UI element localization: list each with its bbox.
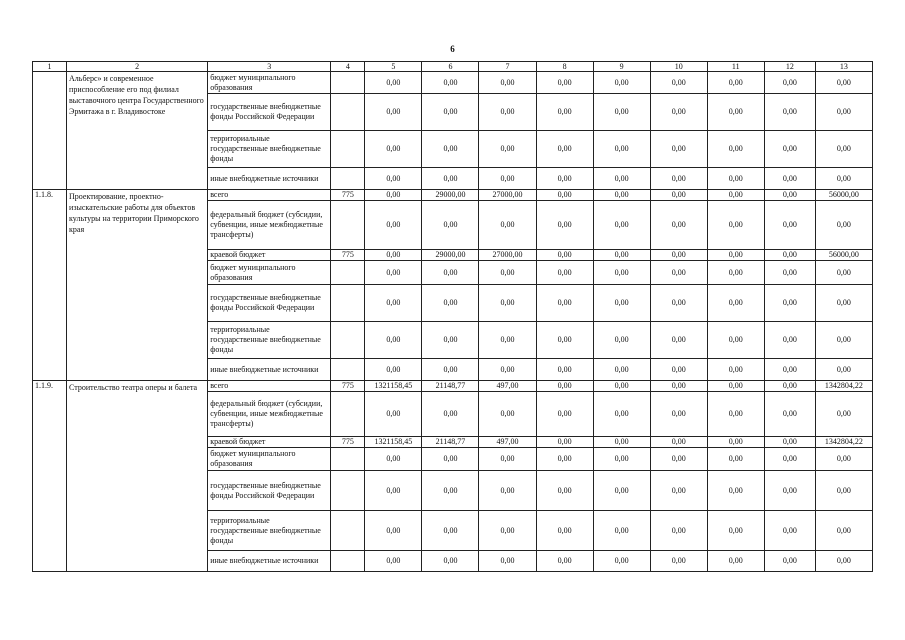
amount-cell: 0,00 xyxy=(764,285,815,322)
budget-code: 775 xyxy=(331,250,365,261)
amount-cell: 0,00 xyxy=(365,201,422,250)
amount-cell: 0,00 xyxy=(536,511,593,551)
amount-cell: 0,00 xyxy=(764,359,815,381)
amount-cell: 0,00 xyxy=(593,471,650,511)
amount-cell: 0,00 xyxy=(650,359,707,381)
amount-cell: 0,00 xyxy=(479,448,536,471)
amount-cell: 0,00 xyxy=(479,94,536,131)
amount-cell: 0,00 xyxy=(707,250,764,261)
budget-code xyxy=(331,471,365,511)
amount-cell: 0,00 xyxy=(707,359,764,381)
amount-cell: 29000,00 xyxy=(422,250,479,261)
amount-cell: 0,00 xyxy=(764,448,815,471)
amount-cell: 0,00 xyxy=(536,261,593,285)
item-index: 1.1.9. xyxy=(33,381,67,572)
amount-cell: 0,00 xyxy=(764,551,815,572)
amount-cell: 0,00 xyxy=(815,392,872,437)
amount-cell: 0,00 xyxy=(650,168,707,190)
funding-source: бюджет муниципального образования xyxy=(208,261,331,285)
amount-cell: 27000,00 xyxy=(479,190,536,201)
amount-cell: 0,00 xyxy=(764,72,815,94)
amount-cell: 0,00 xyxy=(365,190,422,201)
amount-cell: 27000,00 xyxy=(479,250,536,261)
amount-cell: 0,00 xyxy=(536,381,593,392)
funding-source: краевой бюджет xyxy=(208,437,331,448)
table-body xyxy=(33,62,873,572)
funding-source: бюджет муниципального образования xyxy=(208,72,331,94)
amount-cell: 0,00 xyxy=(479,359,536,381)
amount-cell: 0,00 xyxy=(650,72,707,94)
amount-cell: 0,00 xyxy=(593,131,650,168)
funding-source: иные внебюджетные источники xyxy=(208,551,331,572)
amount-cell: 0,00 xyxy=(536,359,593,381)
amount-cell: 0,00 xyxy=(707,190,764,201)
amount-cell: 0,00 xyxy=(764,168,815,190)
amount-cell: 0,00 xyxy=(479,261,536,285)
item-index: 1.1.8. xyxy=(33,190,67,381)
budget-table xyxy=(32,61,873,572)
amount-cell: 0,00 xyxy=(593,94,650,131)
amount-cell: 0,00 xyxy=(650,448,707,471)
funding-source: иные внебюджетные источники xyxy=(208,168,331,190)
amount-cell: 0,00 xyxy=(479,72,536,94)
amount-cell: 0,00 xyxy=(815,168,872,190)
amount-cell: 0,00 xyxy=(650,190,707,201)
amount-cell: 1321158,45 xyxy=(365,437,422,448)
amount-cell: 0,00 xyxy=(365,94,422,131)
amount-cell: 0,00 xyxy=(593,448,650,471)
funding-source: государственные внебюджетные фонды Российской Федерации xyxy=(208,471,331,511)
amount-cell: 0,00 xyxy=(536,471,593,511)
column-header: 6 xyxy=(422,62,479,72)
budget-code xyxy=(331,94,365,131)
amount-cell: 0,00 xyxy=(764,201,815,250)
amount-cell: 0,00 xyxy=(365,250,422,261)
amount-cell: 0,00 xyxy=(365,261,422,285)
amount-cell: 0,00 xyxy=(815,285,872,322)
amount-cell: 0,00 xyxy=(815,72,872,94)
amount-cell: 0,00 xyxy=(479,471,536,511)
amount-cell: 0,00 xyxy=(707,322,764,359)
amount-cell: 0,00 xyxy=(479,285,536,322)
budget-code xyxy=(331,322,365,359)
amount-cell: 0,00 xyxy=(365,471,422,511)
amount-cell: 0,00 xyxy=(707,448,764,471)
amount-cell: 0,00 xyxy=(650,392,707,437)
amount-cell: 497,00 xyxy=(479,381,536,392)
amount-cell: 0,00 xyxy=(650,261,707,285)
amount-cell: 0,00 xyxy=(650,437,707,448)
amount-cell: 0,00 xyxy=(422,201,479,250)
amount-cell: 0,00 xyxy=(365,511,422,551)
amount-cell: 0,00 xyxy=(479,511,536,551)
amount-cell: 0,00 xyxy=(422,131,479,168)
funding-source: государственные внебюджетные фонды Российской Федерации xyxy=(208,94,331,131)
amount-cell: 0,00 xyxy=(479,392,536,437)
amount-cell: 0,00 xyxy=(707,131,764,168)
funding-source: всего xyxy=(208,190,331,201)
amount-cell: 0,00 xyxy=(536,437,593,448)
amount-cell: 0,00 xyxy=(536,448,593,471)
funding-source: иные внебюджетные источники xyxy=(208,359,331,381)
amount-cell: 0,00 xyxy=(479,322,536,359)
amount-cell: 0,00 xyxy=(422,322,479,359)
funding-source: государственные внебюджетные фонды Российской Федерации xyxy=(208,285,331,322)
amount-cell: 0,00 xyxy=(479,201,536,250)
column-header: 4 xyxy=(331,62,365,72)
amount-cell: 0,00 xyxy=(593,437,650,448)
amount-cell: 0,00 xyxy=(422,448,479,471)
column-header: 5 xyxy=(365,62,422,72)
amount-cell: 0,00 xyxy=(593,392,650,437)
budget-code: 775 xyxy=(331,381,365,392)
amount-cell: 0,00 xyxy=(650,250,707,261)
amount-cell: 0,00 xyxy=(536,285,593,322)
amount-cell: 0,00 xyxy=(707,381,764,392)
amount-cell: 0,00 xyxy=(365,448,422,471)
amount-cell: 0,00 xyxy=(536,72,593,94)
amount-cell: 0,00 xyxy=(365,322,422,359)
column-header: 3 xyxy=(208,62,331,72)
amount-cell: 0,00 xyxy=(365,392,422,437)
amount-cell: 0,00 xyxy=(764,437,815,448)
amount-cell: 0,00 xyxy=(764,471,815,511)
amount-cell: 0,00 xyxy=(707,72,764,94)
amount-cell: 0,00 xyxy=(536,551,593,572)
header-row xyxy=(33,62,873,72)
amount-cell: 0,00 xyxy=(593,250,650,261)
amount-cell: 0,00 xyxy=(593,322,650,359)
amount-cell: 0,00 xyxy=(536,131,593,168)
item-index xyxy=(33,72,67,190)
amount-cell: 0,00 xyxy=(365,168,422,190)
amount-cell: 0,00 xyxy=(815,131,872,168)
amount-cell: 0,00 xyxy=(650,201,707,250)
amount-cell: 0,00 xyxy=(422,471,479,511)
amount-cell: 0,00 xyxy=(536,392,593,437)
amount-cell: 0,00 xyxy=(422,359,479,381)
amount-cell: 0,00 xyxy=(707,392,764,437)
amount-cell: 0,00 xyxy=(536,250,593,261)
budget-code xyxy=(331,72,365,94)
amount-cell: 0,00 xyxy=(593,551,650,572)
amount-cell: 0,00 xyxy=(422,285,479,322)
budget-code: 775 xyxy=(331,437,365,448)
amount-cell: 0,00 xyxy=(707,201,764,250)
amount-cell: 0,00 xyxy=(593,511,650,551)
amount-cell: 0,00 xyxy=(815,359,872,381)
amount-cell: 0,00 xyxy=(707,511,764,551)
amount-cell: 0,00 xyxy=(593,72,650,94)
amount-cell: 0,00 xyxy=(650,511,707,551)
budget-code: 775 xyxy=(331,190,365,201)
amount-cell: 0,00 xyxy=(764,381,815,392)
amount-cell: 0,00 xyxy=(422,94,479,131)
amount-cell: 0,00 xyxy=(764,261,815,285)
funding-source: федеральный бюджет (субсидии, субвенции, иные межбюджетные трансферты) xyxy=(208,201,331,250)
page-number: 6 xyxy=(450,44,455,54)
item-title: Строительство театра оперы и балета xyxy=(67,381,208,572)
amount-cell: 0,00 xyxy=(593,285,650,322)
amount-cell: 0,00 xyxy=(536,168,593,190)
table-row xyxy=(33,72,873,94)
amount-cell: 0,00 xyxy=(422,168,479,190)
budget-code xyxy=(331,261,365,285)
amount-cell: 0,00 xyxy=(707,471,764,511)
budget-code xyxy=(331,285,365,322)
amount-cell: 0,00 xyxy=(593,190,650,201)
amount-cell: 0,00 xyxy=(365,131,422,168)
budget-code xyxy=(331,551,365,572)
amount-cell: 0,00 xyxy=(422,261,479,285)
amount-cell: 0,00 xyxy=(764,392,815,437)
funding-source: бюджет муниципального образования xyxy=(208,448,331,471)
amount-cell: 0,00 xyxy=(764,131,815,168)
amount-cell: 1321158,45 xyxy=(365,381,422,392)
amount-cell: 0,00 xyxy=(650,551,707,572)
amount-cell: 0,00 xyxy=(815,201,872,250)
amount-cell: 0,00 xyxy=(422,72,479,94)
amount-cell: 56000,00 xyxy=(815,190,872,201)
amount-cell: 0,00 xyxy=(650,471,707,511)
amount-cell: 497,00 xyxy=(479,437,536,448)
funding-source: территориальные государственные внебюджетные фонды xyxy=(208,322,331,359)
funding-source: территориальные государственные внебюджетные фонды xyxy=(208,511,331,551)
column-header: 8 xyxy=(536,62,593,72)
column-header: 10 xyxy=(650,62,707,72)
amount-cell: 0,00 xyxy=(593,261,650,285)
amount-cell: 0,00 xyxy=(815,471,872,511)
amount-cell: 0,00 xyxy=(536,322,593,359)
amount-cell: 0,00 xyxy=(593,359,650,381)
table-row xyxy=(33,381,873,392)
column-header: 9 xyxy=(593,62,650,72)
amount-cell: 0,00 xyxy=(815,511,872,551)
column-header: 11 xyxy=(707,62,764,72)
amount-cell: 0,00 xyxy=(650,381,707,392)
amount-cell: 0,00 xyxy=(365,359,422,381)
amount-cell: 1342804,22 xyxy=(815,437,872,448)
amount-cell: 0,00 xyxy=(764,250,815,261)
amount-cell: 0,00 xyxy=(707,551,764,572)
amount-cell: 0,00 xyxy=(365,551,422,572)
amount-cell: 0,00 xyxy=(593,168,650,190)
amount-cell: 0,00 xyxy=(422,551,479,572)
budget-code xyxy=(331,511,365,551)
amount-cell: 0,00 xyxy=(707,285,764,322)
column-header: 7 xyxy=(479,62,536,72)
funding-source: краевой бюджет xyxy=(208,250,331,261)
amount-cell: 0,00 xyxy=(365,72,422,94)
amount-cell: 0,00 xyxy=(707,94,764,131)
amount-cell: 0,00 xyxy=(650,94,707,131)
amount-cell: 0,00 xyxy=(479,168,536,190)
amount-cell: 0,00 xyxy=(815,94,872,131)
amount-cell: 0,00 xyxy=(707,437,764,448)
budget-code xyxy=(331,359,365,381)
column-header: 12 xyxy=(764,62,815,72)
budget-code xyxy=(331,201,365,250)
amount-cell: 0,00 xyxy=(365,285,422,322)
amount-cell: 0,00 xyxy=(707,261,764,285)
amount-cell: 0,00 xyxy=(764,511,815,551)
budget-code xyxy=(331,168,365,190)
amount-cell: 0,00 xyxy=(815,448,872,471)
amount-cell: 56000,00 xyxy=(815,250,872,261)
amount-cell: 0,00 xyxy=(536,201,593,250)
budget-code xyxy=(331,448,365,471)
funding-source: всего xyxy=(208,381,331,392)
amount-cell: 0,00 xyxy=(650,131,707,168)
amount-cell: 0,00 xyxy=(593,381,650,392)
amount-cell: 0,00 xyxy=(707,168,764,190)
amount-cell: 0,00 xyxy=(764,322,815,359)
amount-cell: 0,00 xyxy=(650,285,707,322)
amount-cell: 0,00 xyxy=(815,551,872,572)
amount-cell: 1342804,22 xyxy=(815,381,872,392)
amount-cell: 0,00 xyxy=(536,94,593,131)
item-title: Проектирование, проектно-изыскательские работы для объектов культуры на территории Приморского края xyxy=(67,190,208,381)
amount-cell: 21148,77 xyxy=(422,437,479,448)
amount-cell: 0,00 xyxy=(815,261,872,285)
item-title: Альберс» и современное приспособление его под филиал выставочного центра Государственного Эрмитажа в г. Владивостоке xyxy=(67,72,208,190)
amount-cell: 29000,00 xyxy=(422,190,479,201)
amount-cell: 0,00 xyxy=(764,94,815,131)
column-header: 2 xyxy=(67,62,208,72)
budget-code xyxy=(331,131,365,168)
amount-cell: 0,00 xyxy=(479,551,536,572)
amount-cell: 0,00 xyxy=(764,190,815,201)
table-row xyxy=(33,190,873,201)
column-header: 13 xyxy=(815,62,872,72)
funding-source: территориальные государственные внебюджетные фонды xyxy=(208,131,331,168)
amount-cell: 0,00 xyxy=(422,511,479,551)
amount-cell: 0,00 xyxy=(422,392,479,437)
funding-source: федеральный бюджет (субсидии, субвенции, иные межбюджетные трансферты) xyxy=(208,392,331,437)
amount-cell: 0,00 xyxy=(536,190,593,201)
amount-cell: 0,00 xyxy=(479,131,536,168)
budget-code xyxy=(331,392,365,437)
amount-cell: 21148,77 xyxy=(422,381,479,392)
amount-cell: 0,00 xyxy=(593,201,650,250)
amount-cell: 0,00 xyxy=(650,322,707,359)
amount-cell: 0,00 xyxy=(815,322,872,359)
column-header: 1 xyxy=(33,62,67,72)
